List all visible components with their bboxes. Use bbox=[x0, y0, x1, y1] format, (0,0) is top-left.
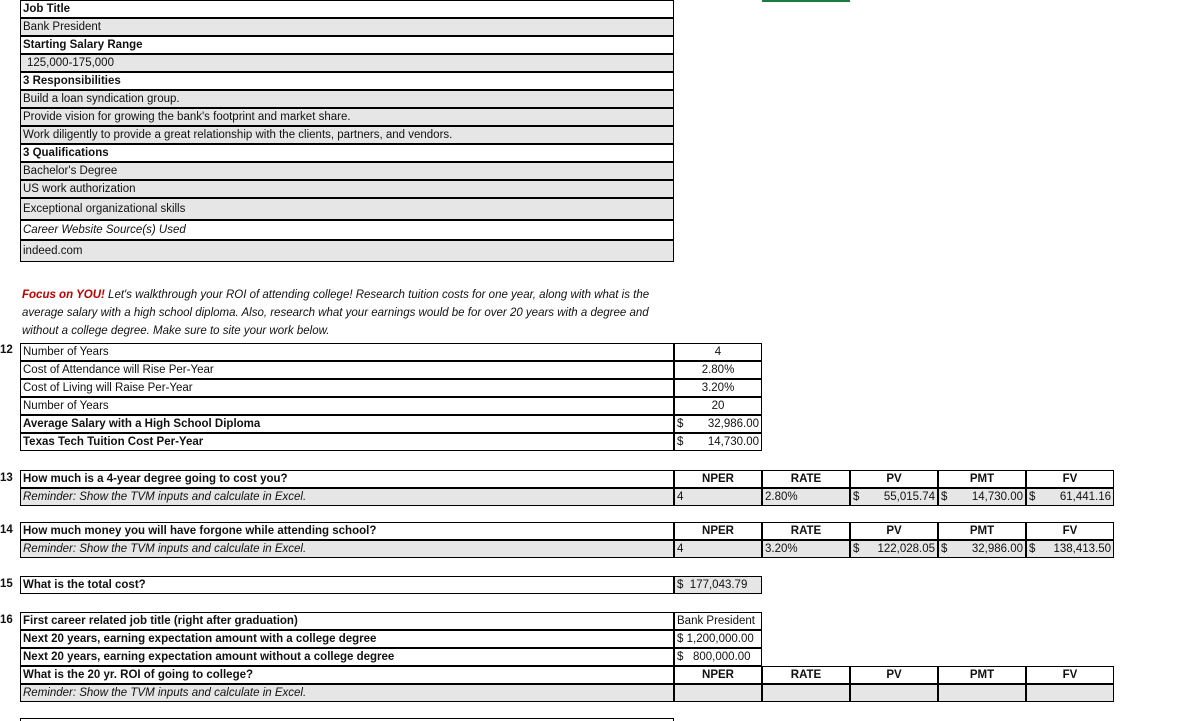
row-number-15: 15 bbox=[0, 578, 13, 590]
header-rate[interactable]: RATE bbox=[762, 470, 850, 488]
amount: 32,986.00 bbox=[707, 418, 759, 430]
focus-instructions bbox=[22, 286, 672, 340]
responsibility-item[interactable]: Work diligently to provide a great relationship with the clients, partners, and vendors. bbox=[20, 126, 674, 144]
qualification-item[interactable]: Exceptional organizational skills bbox=[20, 198, 674, 220]
qualification-item[interactable]: US work authorization bbox=[20, 180, 674, 198]
row-number-16: 16 bbox=[0, 614, 13, 626]
reminder-13[interactable]: Reminder: Show the TVM inputs and calculate in Excel. bbox=[20, 488, 674, 506]
header-pv[interactable]: PV bbox=[850, 522, 938, 540]
responsibility-item[interactable]: Build a loan syndication group. bbox=[20, 90, 674, 108]
pv-input-cell[interactable] bbox=[850, 684, 938, 702]
question-15[interactable]: What is the total cost? bbox=[20, 576, 674, 594]
header-nper[interactable]: NPER bbox=[674, 666, 762, 684]
currency-symbol: $ bbox=[853, 543, 860, 555]
fv-value[interactable] bbox=[1026, 488, 1114, 506]
input-value[interactable] bbox=[674, 433, 762, 451]
rate-input-cell[interactable] bbox=[762, 684, 850, 702]
input-label[interactable]: Cost of Living will Raise Per-Year bbox=[20, 379, 674, 397]
currency-symbol: $ bbox=[677, 633, 684, 645]
responsibilities-label[interactable]: 3 Responsibilities bbox=[20, 72, 674, 90]
currency-symbol: $ bbox=[677, 579, 684, 591]
header-nper[interactable]: NPER bbox=[674, 470, 762, 488]
amount: 1,200,000.00 bbox=[686, 633, 754, 645]
job-title-value[interactable]: Bank President bbox=[20, 18, 674, 36]
currency-symbol: $ bbox=[1029, 491, 1036, 503]
reminder-14[interactable]: Reminder: Show the TVM inputs and calculate in Excel. bbox=[20, 540, 674, 558]
currency-symbol: $ bbox=[941, 543, 948, 555]
input-label[interactable]: Texas Tech Tuition Cost Per-Year bbox=[20, 433, 674, 451]
total-cost-value[interactable] bbox=[674, 576, 762, 594]
pmt-input-cell[interactable] bbox=[938, 684, 1026, 702]
earnings-without-degree-value[interactable] bbox=[674, 648, 762, 666]
input-label[interactable]: Number of Years bbox=[20, 343, 674, 361]
source-label[interactable]: Career Website Source(s) Used bbox=[20, 220, 674, 240]
header-fv[interactable]: FV bbox=[1026, 522, 1114, 540]
currency-symbol: $ bbox=[677, 418, 684, 430]
question-16-label[interactable]: First career related job title (right after graduation) bbox=[20, 612, 674, 630]
currency-symbol: $ bbox=[677, 436, 684, 448]
reminder-16[interactable]: Reminder: Show the TVM inputs and calculate in Excel. bbox=[20, 684, 674, 702]
nper-input-cell[interactable] bbox=[674, 684, 762, 702]
question-14[interactable]: How much money you will have forgone while attending school? bbox=[20, 522, 674, 540]
earnings-without-degree-label[interactable]: Next 20 years, earning expectation amount without a college degree bbox=[20, 648, 674, 666]
row-number-14: 14 bbox=[0, 524, 13, 536]
input-label[interactable]: Cost of Attendance will Rise Per-Year bbox=[20, 361, 674, 379]
header-pv[interactable]: PV bbox=[850, 470, 938, 488]
active-cell-indicator bbox=[762, 0, 850, 2]
header-nper[interactable]: NPER bbox=[674, 522, 762, 540]
input-value[interactable] bbox=[674, 415, 762, 433]
salary-label[interactable]: Starting Salary Range bbox=[20, 36, 674, 54]
rate-value[interactable]: 3.20% bbox=[762, 540, 850, 558]
salary-value[interactable]: 125,000-175,000 bbox=[20, 54, 674, 72]
amount: 61,441.16 bbox=[1059, 491, 1111, 503]
row-number-13: 13 bbox=[0, 472, 13, 484]
qualifications-label[interactable]: 3 Qualifications bbox=[20, 144, 674, 162]
qualification-item[interactable]: Bachelor's Degree bbox=[20, 162, 674, 180]
header-fv[interactable]: FV bbox=[1026, 470, 1114, 488]
earnings-with-degree-label[interactable]: Next 20 years, earning expectation amount with a college degree bbox=[20, 630, 674, 648]
pmt-value[interactable] bbox=[938, 540, 1026, 558]
nper-value[interactable]: 4 bbox=[674, 488, 762, 506]
header-rate[interactable]: RATE bbox=[762, 522, 850, 540]
header-pv[interactable]: PV bbox=[850, 666, 938, 684]
fv-value[interactable] bbox=[1026, 540, 1114, 558]
amount: 800,000.00 bbox=[693, 651, 751, 663]
first-job-title-value[interactable]: Bank President bbox=[674, 612, 762, 630]
row-number-12: 12 bbox=[0, 344, 13, 356]
roi-question[interactable]: What is the 20 yr. ROI of going to college? bbox=[20, 666, 674, 684]
header-pmt[interactable]: PMT bbox=[938, 522, 1026, 540]
focus-text: Let's walkthrough your ROI of attending college! Research tuition costs for one year, along with what is the average salary with a high school diploma. Also, research what your earnings would be for over 20 years with a degree and without a college degree. Make sure to site your work below. bbox=[22, 289, 650, 337]
question-13[interactable]: How much is a 4-year degree going to cost you? bbox=[20, 470, 674, 488]
amount: 177,043.79 bbox=[689, 579, 748, 591]
input-value[interactable]: 2.80% bbox=[674, 361, 762, 379]
header-pmt[interactable]: PMT bbox=[938, 666, 1026, 684]
pv-value[interactable] bbox=[850, 488, 938, 506]
amount: 122,028.05 bbox=[877, 543, 935, 555]
currency-symbol: $ bbox=[853, 491, 860, 503]
amount: 14,730.00 bbox=[971, 491, 1023, 503]
currency-symbol: $ bbox=[941, 491, 948, 503]
rate-value[interactable]: 2.80% bbox=[762, 488, 850, 506]
earnings-with-degree-value[interactable] bbox=[674, 630, 762, 648]
amount: 138,413.50 bbox=[1053, 543, 1111, 555]
input-value[interactable]: 4 bbox=[674, 343, 762, 361]
amount: 14,730.00 bbox=[707, 436, 759, 448]
input-label[interactable]: Average Salary with a High School Diploma bbox=[20, 415, 674, 433]
input-label[interactable]: Number of Years bbox=[20, 397, 674, 415]
header-pmt[interactable]: PMT bbox=[938, 470, 1026, 488]
source-value[interactable]: indeed.com bbox=[20, 240, 674, 262]
amount: 32,986.00 bbox=[971, 543, 1023, 555]
header-fv[interactable]: FV bbox=[1026, 666, 1114, 684]
pmt-value[interactable] bbox=[938, 488, 1026, 506]
pv-value[interactable] bbox=[850, 540, 938, 558]
input-value[interactable]: 3.20% bbox=[674, 379, 762, 397]
input-value[interactable]: 20 bbox=[674, 397, 762, 415]
header-rate[interactable]: RATE bbox=[762, 666, 850, 684]
focus-lead: Focus on YOU! bbox=[22, 289, 105, 301]
job-title-label[interactable]: Job Title bbox=[20, 0, 674, 18]
responsibility-item[interactable]: Provide vision for growing the bank's footprint and market share. bbox=[20, 108, 674, 126]
currency-symbol: $ bbox=[1029, 543, 1036, 555]
nper-value[interactable]: 4 bbox=[674, 540, 762, 558]
fv-input-cell[interactable] bbox=[1026, 684, 1114, 702]
amount: 55,015.74 bbox=[883, 491, 935, 503]
currency-symbol: $ bbox=[677, 651, 684, 663]
